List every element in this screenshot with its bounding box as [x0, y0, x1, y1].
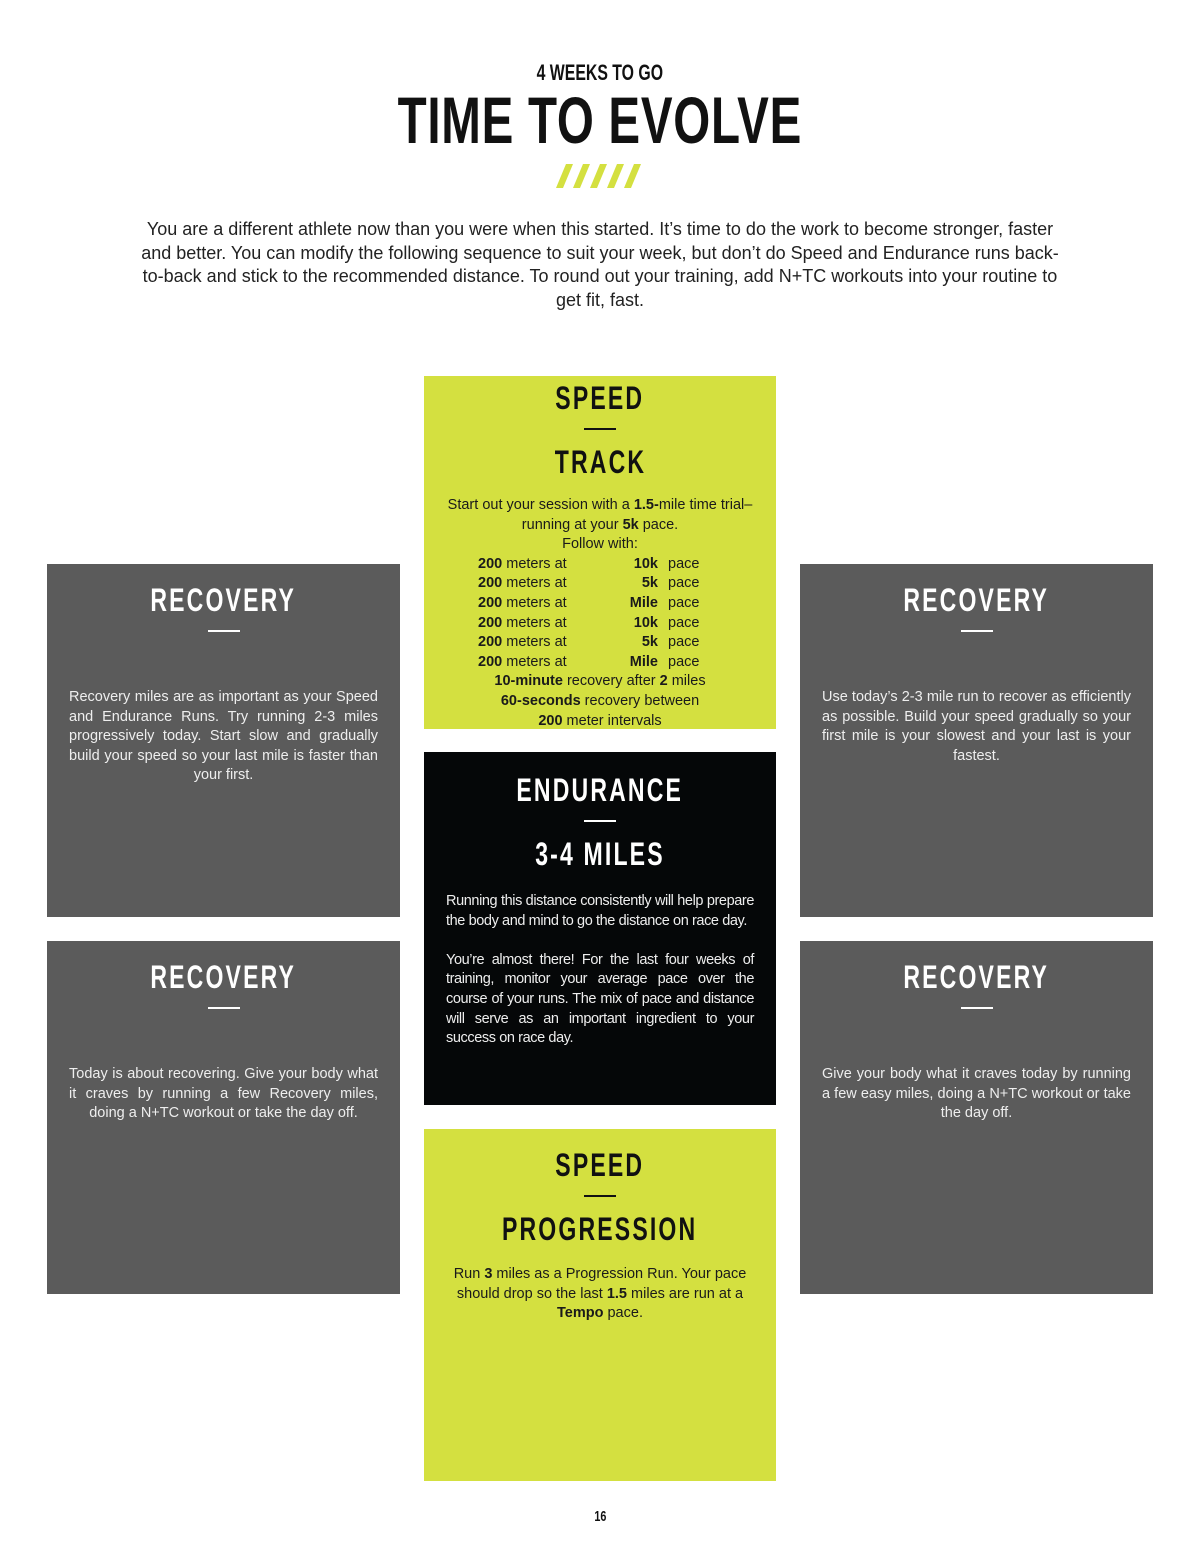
interval-row: [442, 633, 758, 653]
card-heading: RECOVERY: [903, 582, 1050, 618]
card-body: Today is about recovering. Give your body what it craves by running a few Recovery miles, doing a N+TC workout or take the day off.: [69, 1066, 378, 1122]
text-run: 200: [538, 712, 563, 729]
divider: [961, 1007, 993, 1009]
interval-row: [442, 594, 758, 614]
interval-pace: Mile: [629, 594, 658, 611]
text-run: pace.: [603, 1305, 643, 1322]
divider: [584, 820, 616, 822]
interval-pace: 10k: [633, 555, 658, 572]
card-body: [424, 892, 776, 1049]
note: [442, 692, 758, 712]
interval-distance: 200 meters at: [478, 575, 567, 592]
interval-pace: 5k: [641, 575, 658, 592]
interval-suffix: pace: [668, 653, 700, 670]
card-body: Give your body what it craves today by running a few easy miles, doing a N+TC workout or take the day off.: [822, 1066, 1131, 1122]
endurance-paragraph-2: You’re almost there! For the last four weeks of training, monitor your average pace over the course of your runs. The mix of pace and distance will serve as an important ingredient to your success on race day.: [446, 951, 754, 1047]
interval-distance: 200 meters at: [478, 594, 567, 611]
interval-pace: Mile: [629, 653, 658, 670]
recovery-card: [800, 564, 1153, 917]
card-heading: ENDURANCE: [516, 772, 684, 808]
interval-row: [442, 653, 758, 673]
text-run: mile time trial–running at your: [521, 497, 753, 533]
text-run: recovery between: [580, 692, 700, 709]
divider: [961, 630, 993, 632]
endurance-paragraph-1: Running this distance consistently will help prepare the body and mind to go the distance on race day.: [446, 893, 754, 929]
card-heading: SPEED: [555, 380, 645, 416]
stripes-decoration: [556, 164, 642, 188]
card-heading: RECOVERY: [150, 582, 297, 618]
interval-distance: 200 meters at: [478, 653, 567, 670]
interval-row: [442, 555, 758, 575]
card-subheading: 3-4 MILES: [535, 836, 665, 872]
endurance-card: [424, 752, 776, 1105]
card-subheading: TRACK: [554, 444, 646, 480]
page-title: TIME TO EVOLVE: [397, 83, 803, 157]
text-run: meter intervals: [562, 712, 662, 729]
note: [442, 712, 758, 732]
divider: [208, 1007, 240, 1009]
recovery-card: [800, 941, 1153, 1294]
card-heading: RECOVERY: [150, 959, 297, 995]
intro-paragraph: You are a different athlete now than you were when this started. It’s time to do the work to become stronger, faster and better. You can modify the following sequence to suit your week, but don’t do Speed and Endurance runs back-to-back and stick to the recommended distance. To round out your training, add N+TC workouts into your routine to get fit, fast.: [141, 219, 1059, 310]
divider: [584, 428, 616, 430]
card-heading: RECOVERY: [903, 959, 1050, 995]
text-run: 3: [484, 1266, 493, 1282]
card-subheading: PROGRESSION: [502, 1211, 698, 1247]
interval-list: [442, 555, 758, 673]
interval-row: [442, 614, 758, 634]
interval-distance: 200 meters at: [478, 614, 567, 631]
interval-pace: 10k: [633, 614, 658, 631]
speed-track-card: [424, 376, 776, 729]
interval-suffix: pace: [668, 555, 700, 572]
page-number: 16: [593, 1508, 607, 1525]
text-run: Tempo: [557, 1305, 604, 1322]
text-run: 1.5: [606, 1285, 628, 1302]
follow-with: Follow with:: [562, 536, 638, 553]
interval-row: [442, 574, 758, 594]
text-run: 5k: [622, 516, 639, 533]
recovery-card: [47, 941, 400, 1294]
card-body: Use today’s 2-3 mile run to recover as efficiently as possible. Build your speed gradually so your first mile is your slowest and your last is your fastest.: [822, 689, 1131, 764]
text-run: 1.5-: [633, 497, 659, 513]
text-run: Start out your session with a: [447, 497, 634, 513]
text-run: recovery after: [562, 673, 660, 690]
interval-suffix: pace: [668, 634, 700, 651]
divider: [584, 1195, 616, 1197]
text-run: pace.: [638, 516, 679, 533]
divider: [208, 630, 240, 632]
text-run: miles as a Progression Run. Your pace should drop so the last: [456, 1266, 747, 1302]
card-body: Recovery miles are as important as your Speed and Endurance Runs. Try running 2-3 miles progressively today. Start slow and gradually build your speed so your last mile is faster than your first.: [69, 689, 378, 784]
interval-distance: 200 meters at: [478, 555, 567, 572]
interval-suffix: pace: [668, 575, 700, 592]
interval-distance: 200 meters at: [478, 634, 567, 651]
recovery-card: [47, 564, 400, 917]
interval-suffix: pace: [668, 614, 700, 631]
kicker: 4 WEEKS TO GO: [536, 60, 664, 85]
interval-pace: 5k: [641, 634, 658, 651]
card-body: [424, 496, 776, 731]
card-body: [424, 1265, 776, 1324]
note: [442, 672, 758, 692]
text-run: Run: [453, 1266, 485, 1282]
text-run: 60-seconds: [500, 692, 581, 709]
card-heading: SPEED: [555, 1147, 645, 1183]
text-run: miles: [667, 673, 706, 690]
interval-suffix: pace: [668, 594, 700, 611]
speed-progression-card: [424, 1129, 776, 1481]
text-run: miles are run at a: [627, 1285, 744, 1302]
text-run: 2: [659, 673, 668, 690]
text-run: 10-minute: [494, 673, 563, 690]
track-intro: [442, 496, 758, 535]
